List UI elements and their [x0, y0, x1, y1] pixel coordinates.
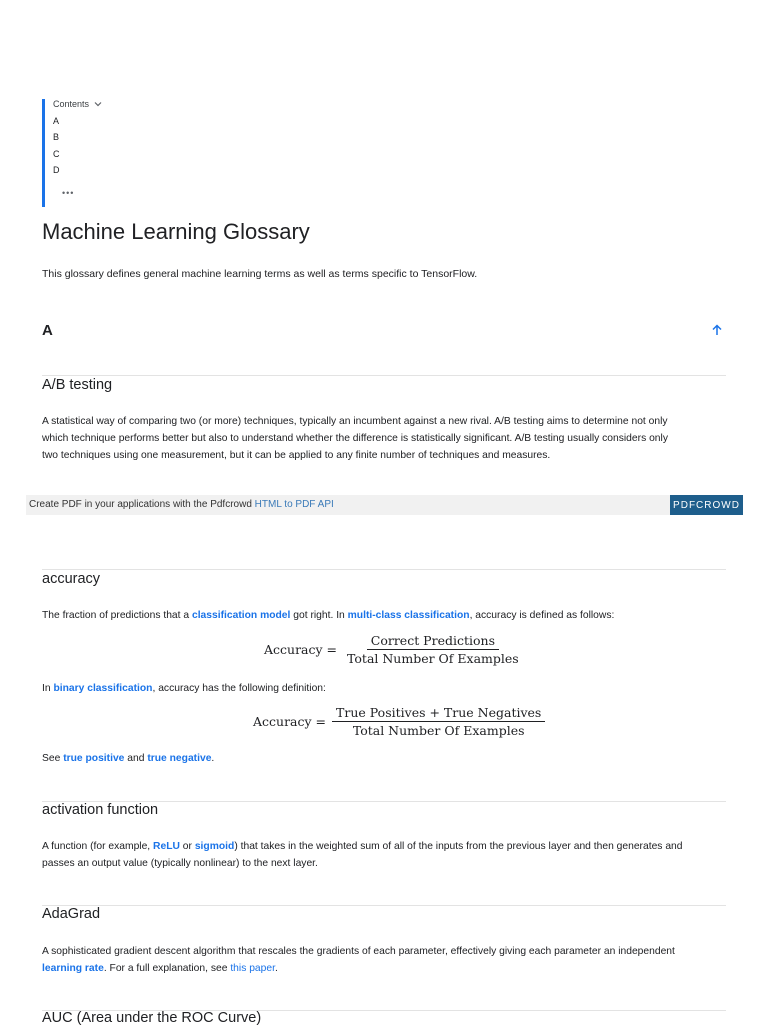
activation-line-1: [42, 838, 726, 855]
text: got right. In: [290, 610, 348, 621]
ab-testing-line-2: which technique performs better but also to understand whether the difference is statistically significant. A/B testing usually considers only: [42, 433, 668, 444]
text: , accuracy has the following definition:: [152, 683, 326, 694]
binary-accuracy-intro: [42, 680, 726, 697]
intro-text: This glossary defines general machine learning terms as well as terms specific to TensorFlow.: [42, 268, 478, 280]
link-multi-class-classification[interactable]: multi-class classification: [347, 610, 470, 621]
link-true-negative[interactable]: true negative: [147, 753, 212, 764]
text: A function (for example,: [42, 841, 154, 852]
link-sigmoid[interactable]: sigmoid: [194, 841, 235, 852]
adagrad-definition: [42, 943, 726, 977]
text: or: [179, 841, 195, 852]
adagrad-line-1: A sophisticated gradient descent algorithm that rescales the gradients of each parameter, effectively giving each parameter an independent: [42, 946, 675, 957]
section-heading-a: A: [42, 322, 53, 339]
text: , accuracy is defined as follows:: [469, 610, 615, 621]
link-true-positive[interactable]: true positive: [63, 753, 125, 764]
divider: [42, 569, 726, 570]
toc-more-icon[interactable]: •••: [62, 188, 75, 198]
link-learning-rate[interactable]: learning rate: [42, 963, 104, 974]
formula-denominator: Total Number Of Examples: [352, 723, 525, 738]
pdf-api-link[interactable]: HTML to PDF API: [254, 499, 334, 510]
accuracy-see-also: [42, 750, 726, 767]
pdf-banner-text: [29, 499, 334, 510]
divider: [42, 375, 726, 376]
text: See: [42, 753, 64, 764]
term-activation-function: activation function: [42, 802, 159, 818]
ab-testing-definition: [42, 413, 726, 464]
accuracy-definition: [42, 607, 726, 624]
table-of-contents: [42, 99, 185, 207]
adagrad-line-2: [42, 960, 726, 977]
ab-testing-line-3: two techniques using one measurement, but it can be applied to any finite number of techniques and measures.: [42, 450, 551, 461]
pdf-banner-message: Create PDF in your applications with the Pdfcrowd: [29, 499, 252, 510]
text: In: [42, 683, 54, 694]
formula-fraction: [343, 633, 523, 666]
accuracy-formula: [264, 633, 523, 666]
toc-item-c[interactable]: C: [53, 149, 60, 159]
chevron-down-icon: [93, 99, 103, 109]
text: .: [274, 963, 278, 974]
page-title: Machine Learning Glossary: [42, 219, 310, 244]
toc-item-b[interactable]: B: [53, 132, 60, 142]
text: . For a full explanation, see: [103, 963, 231, 974]
link-this-paper[interactable]: this paper: [230, 963, 275, 974]
term-accuracy: accuracy: [42, 571, 101, 587]
activation-line-2: passes an output value (typically nonlinear) to the next layer.: [42, 858, 318, 869]
text: The fraction of predictions that a: [42, 610, 192, 621]
pdf-banner: [26, 495, 743, 515]
toc-toggle[interactable]: [53, 99, 103, 109]
toc-item-d[interactable]: D: [53, 165, 60, 175]
link-classification-model[interactable]: classification model: [191, 610, 291, 621]
formula-numerator: Correct Predictions: [367, 633, 499, 650]
term-ab-testing: A/B testing: [42, 377, 113, 393]
text: and: [124, 753, 148, 764]
formula-fraction: [332, 705, 545, 738]
text: .: [211, 753, 215, 764]
link-relu[interactable]: ReLU: [153, 841, 180, 852]
activation-definition: [42, 838, 726, 872]
ab-testing-line-1: A statistical way of comparing two (or more) techniques, typically an incumbent against a new rival. A/B testing aims to determine not only: [42, 416, 668, 427]
formula-denominator: Total Number Of Examples: [347, 651, 519, 666]
divider: [42, 905, 726, 906]
text: ) that takes in the weighted sum of all of the inputs from the previous layer and then generates and: [234, 841, 683, 852]
formula-numerator: True Positives + True Negatives: [332, 705, 545, 722]
formula-lhs: Accuracy =: [264, 642, 338, 657]
pdfcrowd-button[interactable]: PDFCROWD: [670, 495, 743, 515]
term-auc: AUC (Area under the ROC Curve): [42, 1010, 262, 1026]
link-binary-classification[interactable]: binary classification: [53, 683, 153, 694]
toc-item-a[interactable]: A: [53, 116, 60, 126]
term-adagrad: AdaGrad: [42, 906, 101, 922]
binary-accuracy-formula: [253, 705, 545, 738]
back-to-top-arrow-icon[interactable]: [709, 322, 725, 338]
toc-title: Contents: [53, 99, 90, 109]
formula-lhs: Accuracy =: [253, 714, 327, 729]
